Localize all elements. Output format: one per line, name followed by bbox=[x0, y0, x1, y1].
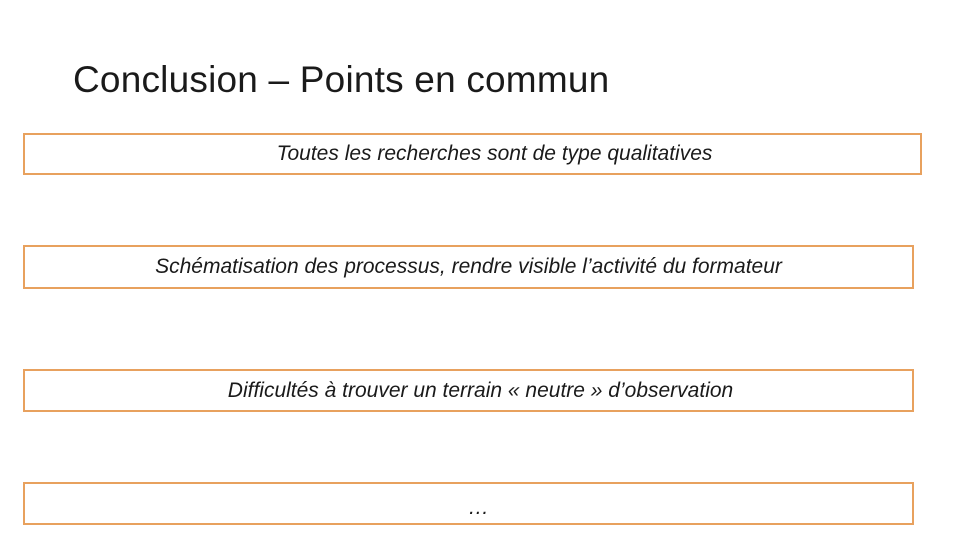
point-text: Toutes les recherches sont de type qualitatives bbox=[276, 142, 713, 165]
slide-title: Conclusion – Points en commun bbox=[73, 59, 610, 100]
point-box-qualitative bbox=[23, 133, 922, 175]
point-text: Difficultés à trouver un terrain « neutre » d’observation bbox=[227, 378, 734, 402]
point-box-terrain bbox=[23, 369, 914, 412]
point-box-schematisation bbox=[23, 245, 914, 289]
point-box-ellipsis bbox=[23, 482, 914, 525]
point-text: Schématisation des processus, rendre visible l’activité du formateur bbox=[155, 255, 782, 278]
point-text: … bbox=[468, 495, 489, 519]
